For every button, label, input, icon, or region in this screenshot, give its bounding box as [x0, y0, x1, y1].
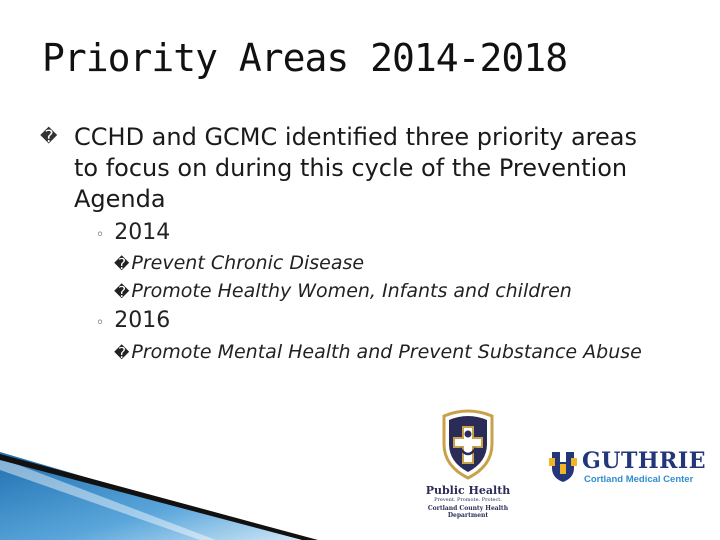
year-bullet-2016	[96, 308, 170, 333]
priority-item-text: Prevent Chronic Disease	[131, 252, 365, 274]
priority-item	[114, 280, 572, 302]
shield-cross-icon	[408, 408, 528, 484]
guthrie-name: GUTHRIE	[582, 448, 706, 474]
sub-bullet-marker: ◦	[96, 227, 105, 243]
public-health-tagline: Prevent. Promote. Protect.	[434, 497, 502, 503]
public-health-name: Public Health	[425, 484, 511, 497]
year-label: 2016	[114, 308, 171, 333]
guthrie-subtitle: Cortland Medical Center	[584, 474, 694, 485]
main-bullet	[40, 122, 650, 215]
priority-item-text: Promote Healthy Women, Infants and children	[131, 280, 572, 302]
year-label: 2014	[114, 220, 171, 245]
item-marker: �	[114, 283, 130, 301]
priority-item-text: Promote Mental Health and Prevent Substance Abuse	[131, 341, 642, 363]
item-marker: �	[114, 255, 130, 273]
bullet-marker: �	[40, 127, 58, 147]
health-department-name: Cortland County Health Department	[427, 505, 509, 519]
item-marker: �	[114, 344, 130, 362]
guthrie-emblem-icon	[546, 448, 580, 484]
main-bullet-text: CCHD and GCMC identified three priority areas to focus on during this cycle of the Prevention Agenda	[74, 123, 637, 213]
slide-title: Priority Areas 2014-2018	[42, 36, 568, 80]
priority-item	[114, 252, 364, 274]
sub-bullet-marker: ◦	[96, 315, 105, 331]
year-bullet-2014	[96, 220, 170, 245]
priority-item	[114, 341, 642, 363]
guthrie-logo	[546, 446, 706, 486]
public-health-logo	[408, 408, 528, 520]
corner-decoration	[0, 440, 330, 540]
